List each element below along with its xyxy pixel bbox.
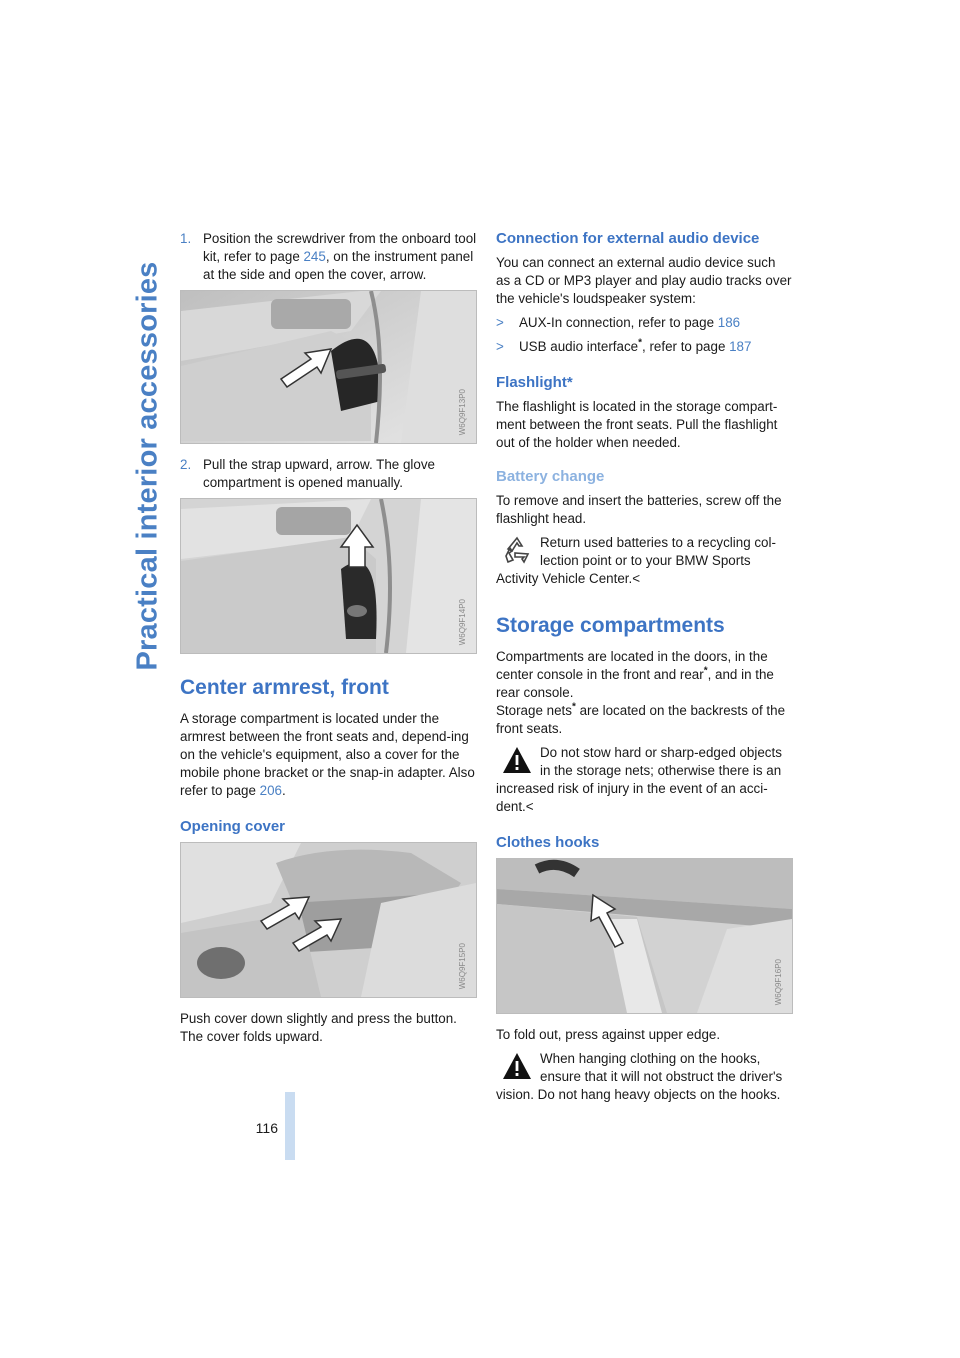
flashlight-paragraph: The flashlight is located in the storage compart-ment between the front seats. Pull the flashlight out of the holder when needed. [496, 399, 778, 450]
side-title [128, 226, 168, 706]
warning-icon [502, 746, 532, 774]
step-text: Pull the strap upward, arrow. The glove compartment is opened manually. [203, 457, 435, 490]
page-link-206[interactable]: 206 [259, 783, 282, 798]
recycle-note [496, 534, 793, 588]
subheading-battery: Battery change [496, 468, 605, 485]
section-heading-armrest: Center armrest, front [180, 676, 389, 699]
text: Storage nets [496, 703, 572, 718]
subheading-clothes-hooks: Clothes hooks [496, 834, 600, 851]
usb-text [519, 338, 793, 356]
subheading-flashlight: Flashlight* [496, 374, 573, 391]
option-star: * [571, 701, 576, 713]
figure-code: W6Q9F16P0 [774, 958, 783, 1005]
subheading-audio: Connection for external audio device [496, 230, 760, 247]
text: Position the screwdriver from the onboard tool kit, refer to page [203, 231, 477, 264]
end-marker: < [632, 571, 641, 586]
text: USB audio interface [519, 339, 639, 354]
note-text: Return used batteries to a recycling col-lection point or to your BMW Sports Activity Vehicle Center. [496, 535, 776, 586]
warning-text: Do not stow hard or sharp-edged objects in the storage nets; otherwise there is an increased risk of injury in the event of an acci-dent. [496, 745, 782, 814]
glovebox-screwdriver-image [180, 290, 477, 444]
page-link-245[interactable]: 245 [303, 249, 326, 264]
subheading-opening-cover: Opening cover [180, 818, 286, 835]
step-number: 1. [180, 231, 192, 246]
aux-text [519, 314, 793, 332]
text: AUX-In connection, refer to page [519, 315, 718, 330]
text: A storage compartment is located under the armrest between the front seats and, depend-ing on the vehicle's equipment, also a cover for the mobile phone bracket or the snap-in adapter. Also refer to page [180, 711, 475, 798]
text: . [282, 783, 286, 798]
warning-icon [502, 1052, 532, 1080]
armrest-paragraph [180, 710, 477, 800]
glovebox-strap-image [180, 498, 477, 654]
page-marker-bar [285, 1092, 295, 1160]
option-star: * [703, 665, 708, 677]
step-2 [180, 456, 477, 492]
step-text [203, 230, 477, 284]
opening-paragraph: Push cover down slightly and press the button. The cover folds upward. [180, 1011, 457, 1044]
option-star: * [638, 337, 643, 349]
page-number: 116 [255, 1120, 278, 1136]
left-column [180, 230, 477, 1052]
clothes-hook-image [496, 858, 793, 1014]
step-1 [180, 230, 477, 284]
text: , and in the rear console. [496, 667, 774, 700]
figure-code: W6Q9F15P0 [458, 942, 467, 989]
text: , on the instrument panel at the side and open the cover, arrow. [203, 249, 474, 282]
armrest-image [180, 842, 477, 998]
warning-nets [496, 744, 793, 816]
right-column [496, 230, 793, 1112]
audio-paragraph: You can connect an external audio device such as a CD or MP3 player and play audio tracks over the vehicle's loudspeaker system: [496, 255, 792, 306]
chapter-title: Practical interior accessories [131, 261, 164, 671]
step-number: 2. [180, 457, 192, 472]
text: are located on the backrests of the front seats. [496, 703, 786, 736]
warning-text: When hanging clothing on the hooks, ensure that it will not obstruct the driver's vision. Do not hang heavy objects on the hooks. [496, 1051, 783, 1102]
nets-paragraph [496, 702, 793, 738]
page-link-186[interactable]: 186 [717, 315, 741, 330]
aux-item [496, 314, 793, 332]
warning-hooks [496, 1050, 793, 1104]
text: Compartments are located in the doors, in the center console in the front and rear [496, 649, 768, 682]
bullet-marker: > [496, 315, 504, 330]
storage-paragraph [496, 648, 793, 702]
bullet-marker: > [496, 339, 504, 354]
section-heading-storage: Storage compartments [496, 614, 725, 637]
usb-item [496, 338, 793, 356]
figure-code: W6Q9F14P0 [458, 598, 467, 645]
end-marker: < [525, 799, 534, 814]
page-link-187[interactable]: 187 [729, 339, 752, 354]
figure-code: W6Q9F13P0 [458, 388, 467, 435]
battery-paragraph: To remove and insert the batteries, screw off the flashlight head. [496, 493, 782, 526]
text: , refer to page [642, 339, 730, 354]
recycle-icon [502, 536, 532, 564]
fold-paragraph: To fold out, press against upper edge. [496, 1027, 721, 1042]
